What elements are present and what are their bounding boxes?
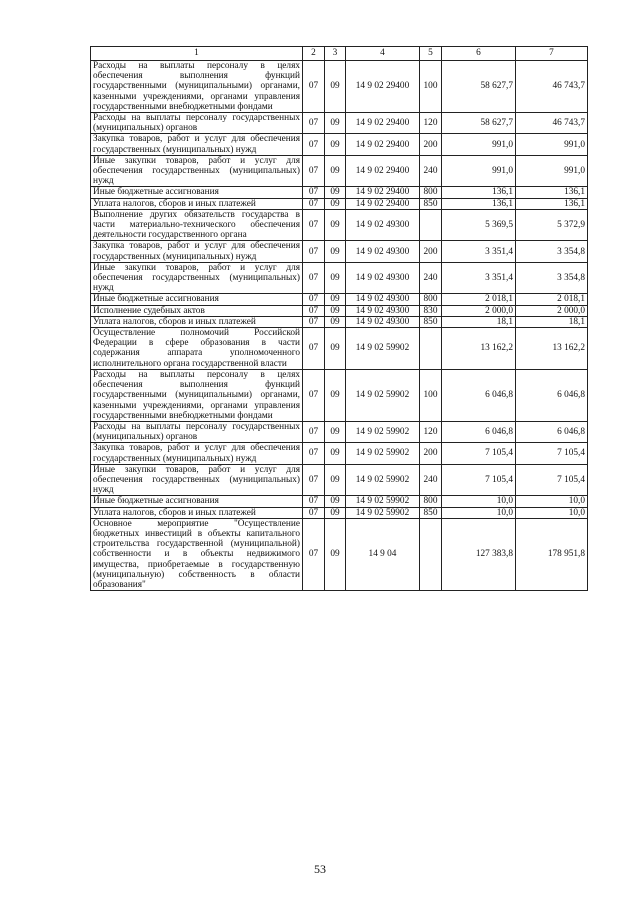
cell-section: 07: [303, 241, 325, 262]
table-row: [91, 464, 588, 496]
cell-target-article: 14 9 02 49300: [346, 262, 420, 294]
cell-subsection: 09: [325, 113, 346, 134]
cell-section: 07: [303, 305, 325, 316]
cell-target-article: 14 9 02 49300: [346, 209, 420, 241]
cell-expense-type: 200: [420, 241, 442, 262]
cell-expense-type: 800: [420, 496, 442, 507]
cell-amount-2: 3 354,8: [516, 241, 588, 262]
cell-amount-2: 178 951,8: [516, 518, 588, 590]
cell-expense-type: 240: [420, 464, 442, 496]
cell-name: Расходы на выплаты персоналу государственных (муниципальных) органов: [91, 421, 303, 442]
cell-amount-1: 3 351,4: [442, 241, 516, 262]
cell-subsection: 09: [325, 187, 346, 198]
cell-target-article: 14 9 02 59902: [346, 369, 420, 421]
cell-target-article: 14 9 02 59902: [346, 464, 420, 496]
cell-subsection: 09: [325, 262, 346, 294]
budget-table: [90, 46, 588, 591]
cell-expense-type: 850: [420, 507, 442, 518]
cell-amount-2: 136,1: [516, 198, 588, 209]
header-col-3: 3: [325, 47, 346, 61]
cell-name: Расходы на выплаты персоналу в целях обеспечения выполнения функций государственными (муниципальными) органами, казенными учреждениями, органами управления государственными внебюджетными фондами: [91, 369, 303, 421]
table-row: [91, 241, 588, 262]
table-row: [91, 507, 588, 518]
cell-section: 07: [303, 262, 325, 294]
cell-amount-1: 6 046,8: [442, 369, 516, 421]
cell-subsection: 09: [325, 421, 346, 442]
header-col-7: 7: [516, 47, 588, 61]
cell-subsection: 09: [325, 507, 346, 518]
table-row: [91, 369, 588, 421]
cell-name: Основное мероприятие "Осуществление бюджетных инвестиций в объекты капитального строительства государственной (муниципальной) собственности и в объекты недвижимого имущества, приобретаемые в государственную (муниципальную) собственность в области образования": [91, 518, 303, 590]
table-row: [91, 328, 588, 370]
cell-name: Выполнение других обязательств государства в части материально-технического обеспечения деятельности государственного органа: [91, 209, 303, 241]
cell-expense-type: 120: [420, 113, 442, 134]
cell-amount-2: 2 000,0: [516, 305, 588, 316]
cell-target-article: 14 9 02 29400: [346, 61, 420, 113]
cell-amount-2: 991,0: [516, 134, 588, 155]
cell-expense-type: 120: [420, 421, 442, 442]
cell-amount-1: 58 627,7: [442, 113, 516, 134]
table-row: [91, 518, 588, 590]
page-number: 53: [314, 862, 326, 876]
header-col-4: 4: [346, 47, 420, 61]
cell-target-article: 14 9 02 49300: [346, 294, 420, 305]
cell-subsection: 09: [325, 443, 346, 464]
header-col-1: 1: [91, 47, 303, 61]
cell-target-article: 14 9 02 59902: [346, 421, 420, 442]
cell-amount-1: 991,0: [442, 134, 516, 155]
cell-target-article: 14 9 02 29400: [346, 134, 420, 155]
cell-expense-type: 200: [420, 443, 442, 464]
cell-name: Иные бюджетные ассигнования: [91, 496, 303, 507]
cell-name: Иные бюджетные ассигнования: [91, 187, 303, 198]
cell-expense-type: 200: [420, 134, 442, 155]
cell-amount-1: 2 018,1: [442, 294, 516, 305]
cell-expense-type: 850: [420, 198, 442, 209]
cell-target-article: 14 9 02 49300: [346, 316, 420, 327]
cell-amount-1: 991,0: [442, 155, 516, 187]
cell-expense-type: 830: [420, 305, 442, 316]
cell-expense-type: [420, 328, 442, 370]
cell-amount-1: 2 000,0: [442, 305, 516, 316]
cell-section: 07: [303, 464, 325, 496]
cell-amount-1: 136,1: [442, 187, 516, 198]
cell-name: Расходы на выплаты персоналу государственных (муниципальных) органов: [91, 113, 303, 134]
cell-amount-2: 10,0: [516, 507, 588, 518]
cell-amount-2: 6 046,8: [516, 421, 588, 442]
cell-section: 07: [303, 187, 325, 198]
cell-expense-type: 100: [420, 61, 442, 113]
table-row: [91, 421, 588, 442]
cell-name: Закупка товаров, работ и услуг для обеспечения государственных (муниципальных) нужд: [91, 241, 303, 262]
cell-name: Иные закупки товаров, работ и услуг для обеспечения государственных (муниципальных) нужд: [91, 464, 303, 496]
cell-target-article: 14 9 02 29400: [346, 113, 420, 134]
cell-name: Уплата налогов, сборов и иных платежей: [91, 316, 303, 327]
cell-target-article: 14 9 02 29400: [346, 155, 420, 187]
cell-amount-1: 18,1: [442, 316, 516, 327]
cell-section: 07: [303, 134, 325, 155]
cell-name: Иные закупки товаров, работ и услуг для обеспечения государственных (муниципальных) нужд: [91, 262, 303, 294]
cell-amount-2: 136,1: [516, 187, 588, 198]
cell-section: 07: [303, 421, 325, 442]
cell-section: 07: [303, 155, 325, 187]
table-row: [91, 61, 588, 113]
cell-subsection: 09: [325, 61, 346, 113]
cell-subsection: 09: [325, 496, 346, 507]
cell-target-article: 14 9 02 59902: [346, 328, 420, 370]
cell-subsection: 09: [325, 155, 346, 187]
cell-subsection: 09: [325, 328, 346, 370]
cell-section: 07: [303, 316, 325, 327]
cell-expense-type: 240: [420, 155, 442, 187]
cell-amount-2: 6 046,8: [516, 369, 588, 421]
cell-name: Уплата налогов, сборов и иных платежей: [91, 507, 303, 518]
cell-section: 07: [303, 369, 325, 421]
cell-name: Исполнение судебных актов: [91, 305, 303, 316]
cell-amount-2: 13 162,2: [516, 328, 588, 370]
cell-amount-2: 2 018,1: [516, 294, 588, 305]
cell-subsection: 09: [325, 518, 346, 590]
cell-name: Расходы на выплаты персоналу в целях обеспечения выполнения функций государственными (муниципальными) органами, казенными учреждениями, органами управления государственными внебюджетными фондами: [91, 61, 303, 113]
cell-name: Осуществление полномочий Российской Федерации в сфере образования в части содержания аппарата уполномоченного исполнительного органа государственной власти: [91, 328, 303, 370]
cell-amount-1: 7 105,4: [442, 464, 516, 496]
cell-amount-1: 6 046,8: [442, 421, 516, 442]
cell-amount-2: 5 372,9: [516, 209, 588, 241]
cell-subsection: 09: [325, 464, 346, 496]
cell-amount-1: 3 351,4: [442, 262, 516, 294]
cell-section: 07: [303, 507, 325, 518]
cell-name: Иные бюджетные ассигнования: [91, 294, 303, 305]
table-body: [91, 61, 588, 591]
cell-amount-2: 991,0: [516, 155, 588, 187]
cell-target-article: 14 9 02 59902: [346, 507, 420, 518]
table-row: [91, 443, 588, 464]
cell-expense-type: 240: [420, 262, 442, 294]
cell-target-article: 14 9 02 29400: [346, 187, 420, 198]
cell-expense-type: [420, 209, 442, 241]
cell-subsection: 09: [325, 198, 346, 209]
table-row: [91, 209, 588, 241]
cell-expense-type: [420, 518, 442, 590]
cell-amount-1: 10,0: [442, 496, 516, 507]
table-row: [91, 316, 588, 327]
cell-name: Уплата налогов, сборов и иных платежей: [91, 198, 303, 209]
cell-name: Иные закупки товаров, работ и услуг для обеспечения государственных (муниципальных) нужд: [91, 155, 303, 187]
cell-expense-type: 850: [420, 316, 442, 327]
cell-subsection: 09: [325, 369, 346, 421]
cell-amount-2: 46 743,7: [516, 61, 588, 113]
cell-target-article: 14 9 02 29400: [346, 198, 420, 209]
table-row: [91, 113, 588, 134]
table-row: [91, 305, 588, 316]
table-row: [91, 134, 588, 155]
cell-amount-2: 7 105,4: [516, 443, 588, 464]
cell-expense-type: 800: [420, 187, 442, 198]
cell-target-article: 14 9 02 49300: [346, 241, 420, 262]
header-col-6: 6: [442, 47, 516, 61]
table-header-row: [91, 47, 588, 61]
cell-section: 07: [303, 518, 325, 590]
cell-amount-2: 46 743,7: [516, 113, 588, 134]
table-row: [91, 155, 588, 187]
cell-target-article: 14 9 04: [346, 518, 420, 590]
cell-section: 07: [303, 496, 325, 507]
cell-amount-1: 136,1: [442, 198, 516, 209]
table-row: [91, 262, 588, 294]
cell-section: 07: [303, 198, 325, 209]
cell-subsection: 09: [325, 316, 346, 327]
cell-expense-type: 800: [420, 294, 442, 305]
cell-expense-type: 100: [420, 369, 442, 421]
header-col-2: 2: [303, 47, 325, 61]
cell-target-article: 14 9 02 59902: [346, 496, 420, 507]
cell-section: 07: [303, 443, 325, 464]
cell-section: 07: [303, 328, 325, 370]
cell-subsection: 09: [325, 294, 346, 305]
cell-amount-2: 3 354,8: [516, 262, 588, 294]
cell-section: 07: [303, 113, 325, 134]
table-row: [91, 496, 588, 507]
table-row: [91, 294, 588, 305]
cell-subsection: 09: [325, 305, 346, 316]
cell-section: 07: [303, 209, 325, 241]
cell-name: Закупка товаров, работ и услуг для обеспечения государственных (муниципальных) нужд: [91, 443, 303, 464]
cell-target-article: 14 9 02 49300: [346, 305, 420, 316]
header-col-5: 5: [420, 47, 442, 61]
cell-amount-1: 58 627,7: [442, 61, 516, 113]
table-row: [91, 198, 588, 209]
cell-name: Закупка товаров, работ и услуг для обеспечения государственных (муниципальных) нужд: [91, 134, 303, 155]
cell-amount-2: 18,1: [516, 316, 588, 327]
cell-amount-2: 10,0: [516, 496, 588, 507]
cell-amount-1: 10,0: [442, 507, 516, 518]
cell-amount-1: 5 369,5: [442, 209, 516, 241]
cell-section: 07: [303, 294, 325, 305]
cell-section: 07: [303, 61, 325, 113]
table-row: [91, 187, 588, 198]
cell-subsection: 09: [325, 134, 346, 155]
cell-amount-1: 13 162,2: [442, 328, 516, 370]
cell-amount-1: 127 383,8: [442, 518, 516, 590]
cell-amount-1: 7 105,4: [442, 443, 516, 464]
cell-subsection: 09: [325, 241, 346, 262]
cell-target-article: 14 9 02 59902: [346, 443, 420, 464]
cell-subsection: 09: [325, 209, 346, 241]
cell-amount-2: 7 105,4: [516, 464, 588, 496]
